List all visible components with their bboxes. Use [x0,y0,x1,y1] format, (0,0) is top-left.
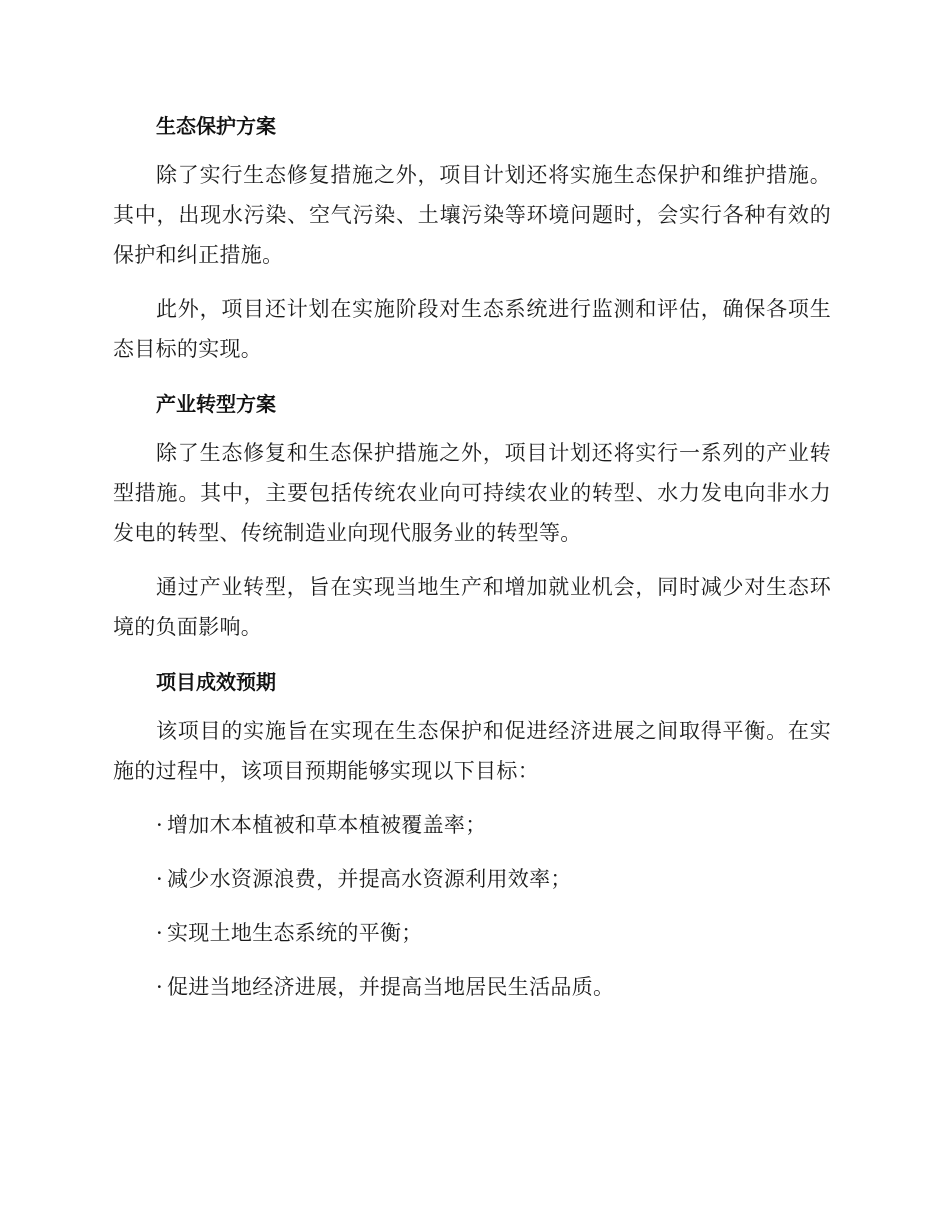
list-item [113,859,831,899]
paragraph: 通过产业转型，旨在实现当地生产和增加就业机会，同时减少对生态环境的负面影响。 [113,575,831,639]
goal-list [113,805,831,1007]
section-heading-industry-transformation: 产业转型方案 [156,392,276,416]
list-item [113,967,831,1007]
paragraph: 该项目的实施旨在实现在生态保护和促进经济进展之间取得平衡。在实施的过程中，该项目预期能够实现以下目标： [113,719,831,783]
document-body [113,105,831,1021]
paragraph: 除了生态修复和生态保护措施之外，项目计划还将实行一系列的产业转型措施。其中，主要包括传统农业向可持续农业的转型、水力发电向非水力发电的转型、传统制造业向现代服务业的转型等。 [113,441,831,545]
bullet-marker: · [156,867,163,891]
paragraph: 除了实行生态修复措施之外，项目计划还将实施生态保护和维护措施。其中，出现水污染、空气污染、土壤污染等环境问题时，会实行各种有效的保护和纠正措施。 [113,163,831,267]
section-heading-ecology-protection: 生态保护方案 [156,114,276,138]
list-item [113,805,831,845]
section-heading-expected-outcomes: 项目成效预期 [156,670,276,694]
list-item-text: 增加木本植被和草本植被覆盖率； [167,813,487,837]
list-item [113,913,831,953]
list-item-text: 减少水资源浪费，并提高水资源利用效率； [167,867,572,891]
bullet-marker: · [156,975,163,999]
bullet-marker: · [156,813,163,837]
paragraph: 此外，项目还计划在实施阶段对生态系统进行监测和评估，确保各项生态目标的实现。 [113,297,831,361]
bullet-marker: · [156,921,163,945]
list-item-text: 实现土地生态系统的平衡； [167,921,423,945]
list-item-text: 促进当地经济进展，并提高当地居民生活品质。 [167,975,615,999]
